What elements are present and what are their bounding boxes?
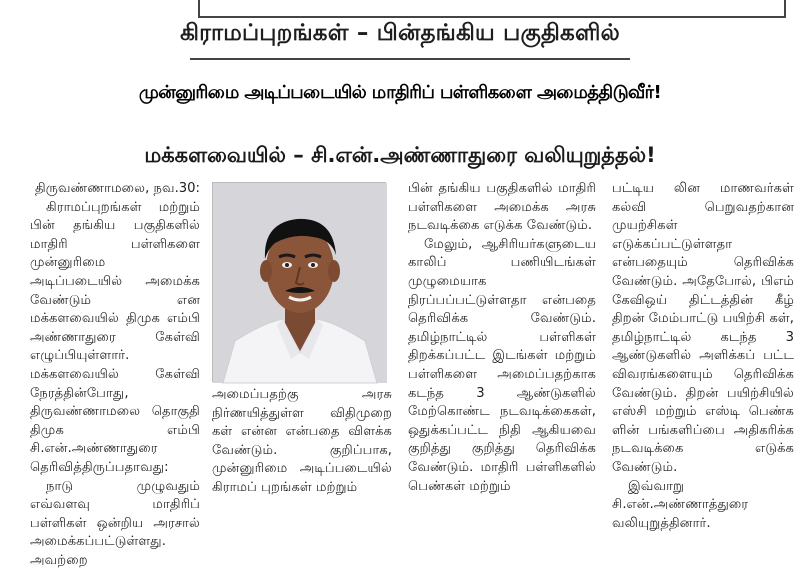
article-paragraph: மேலும், ஆசிரியர்களுடைய காலிப் பணியிடங்கள் முழுமையாக நிரப்பப்பட்டுள்ளதா என்பதை தெரிவிக்க வேண்டும். தமிழ்நாட்டில் பள்ளிகள் திறக்கப்பட்ட இடங்கள் மற்றும் பள்ளிகளை அமைப்பதற்காக கடந்த 3 ஆண்டுகளில் மேற்கொண்ட நடவடிக்கைகள், ஒதுக்கப்பட்ட நிதி ஆகியவை குறித்து குறித்து தெரிவிக்க வேண்டும். மாதிரி பள்ளிகளில் பெண்கள் மற்றும் [408, 236, 596, 496]
article-paragraph: அமைப்பதற்கு அரசு நிர்ணயித்துள்ள விதிமுறை கள் என்ன என்பதை விளக்க வேண்டும். குறிப்பாக, முன்னுரிமை அடிப்படையில் கிராமப் புறங்கள் மற்றும் [212, 386, 392, 498]
article-column-1 [30, 180, 200, 570]
article-headline: முன்னுரிமை அடிப்படையில் மாதிரிப் பள்ளிகளை அமைத்திடுவீர்! [0, 64, 800, 122]
dateline: திருவண்ணாமலை, நவ.30: [30, 180, 200, 199]
article-kicker: கிராமப்புறங்கள் – பின்தங்கிய பகுதிகளில் [0, 20, 800, 49]
article-paragraph: மக்களவையில் கேள்வி நேரத்தின்போது, திருவண்ணாமலை தொகுதி திமுக எம்பி சி.என்.அண்ணாதுரை தெரிவித்திருப்பதாவது: [30, 366, 200, 478]
article-paragraph: பட்டிய லின மாணவர்கள் கல்வி பெறுவதற்கான முயற்சிகள் எடுக்கப்பட்டுள்ளதா என்பதையும் தெரிவிக்க வேண்டும். அதேபோல், பிஎம் கேவிஒய் திட்டத்தின் கீழ் திறன் மேம்பாட்டு பயிற்சி கள், தமிழ்நாட்டில் கடந்த 3 ஆண்டுகளில் அளிக்கப் பட்ட விவரங்களையும் தெரிவிக்க வேண்டும். திறன் பயிற்சியில் எஸ்சி மற்றும் எஸ்டி பெண்க ளின் பங்களிப்பை அதிகரிக்க நடவடிக்கை எடுக்க வேண்டும். [612, 180, 794, 478]
article-paragraph: பின் தங்கிய பகுதிகளில் மாதிரி பள்ளிகளை அமைக்க அரசு நடவடிக்கை எடுக்க வேண்டும். [408, 180, 596, 236]
article-column-3 [408, 180, 596, 496]
article-paragraph: நாடு முழுவதும் எவ்வளவு மாதிரிப் பள்ளிகள் ஒன்றிய அரசால் அமைக்கப்பட்டுள்ளது. அவற்றை [30, 478, 200, 570]
article-column-4 [612, 180, 794, 533]
article-paragraph: கிராமப்புறங்கள் மற்றும் பின் தங்கிய பகுதிகளில் மாதிரி பள்ளிகளை முன்னுரிமை அடிப்படையில் அமைக்க வேண்டும் என மக்களவையில் திமுக எம்பி அண்ணாதுரை கேள்வி எழுப்பியுள்ளார். [30, 199, 200, 366]
article-column-2 [212, 386, 392, 498]
article-paragraph: இவ்வாறு சி.என்.அண்ணாத்துரை வலியுறுத்தினார். [612, 478, 794, 534]
header-frame-rule [198, 0, 786, 18]
portrait-photo [212, 182, 386, 382]
kicker-underline [190, 58, 630, 60]
portrait-illustration [213, 183, 387, 383]
article-subheadline: மக்களவையில் – சி.என்.அண்ணாதுரை வலியுறுத்தல்! [0, 143, 800, 170]
